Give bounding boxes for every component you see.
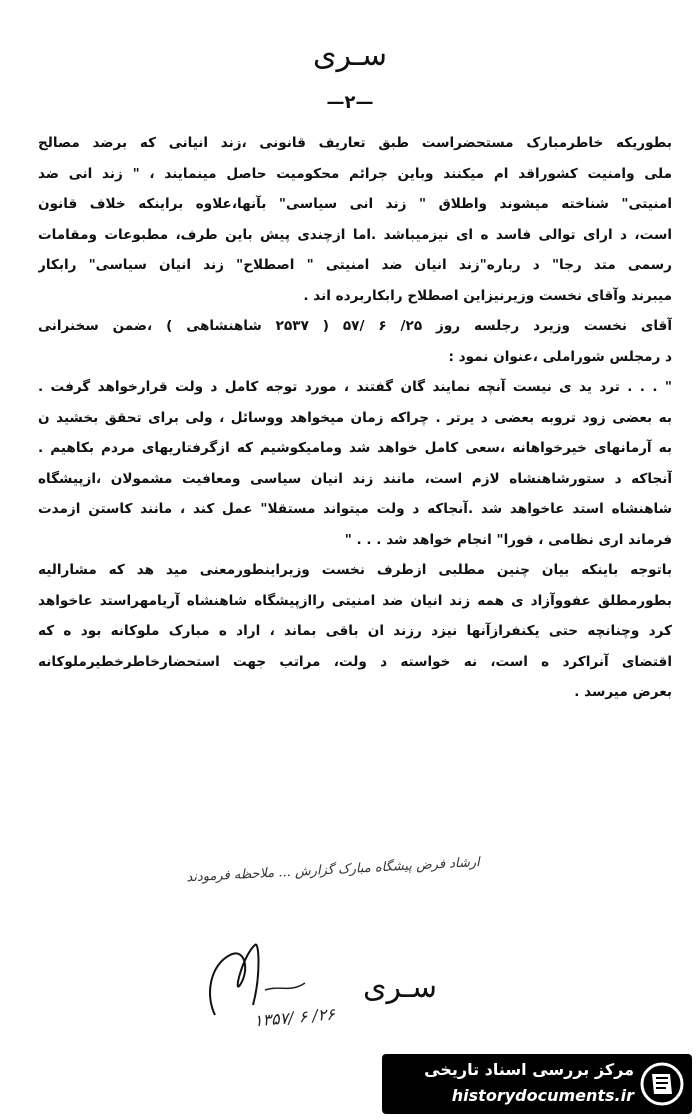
- classification-header: سـری: [313, 38, 387, 73]
- paragraph2-line: د رمجلس شوراملی ،عنوان نمود :: [448, 348, 672, 365]
- paragraph3-line: کرد وچنانچه حتی یکنفرازآنها نیزد رزند ان باقی بماند ، اراد ه مبارک ملوکانه بود ه که: [38, 623, 672, 639]
- quote-line: آنجاکه د ستورشاهنشاه لازم است، مانند زند انیان سیاسی ومعافیت مشمولان ،ازپیشگاه: [38, 470, 672, 487]
- classification-footer: سـری: [363, 970, 437, 1005]
- quote-line: شاهنشاه استد عاخواهد شد .آنجاکه د ولت میتواند مستقلا" عمل کند ، مانند کاستن ازمدت: [38, 501, 672, 517]
- signature-date: ۲۶/ ۶ /۱۳۵۷: [253, 1004, 336, 1031]
- quote-line: به آرمانهای خیرخواهانه ،سعی کامل خواهد شد ومامیکوشیم که ازگرفتاریهای مردم بکاهیم .: [38, 440, 672, 456]
- watermark-banner: [382, 1054, 692, 1114]
- watermark-url: historydocuments.ir: [451, 1086, 634, 1105]
- archive-logo-icon: [640, 1062, 684, 1106]
- body-line: میبرند وآقای نخست وزیرنیزاین اصطلاح رابکاربرده اند .: [303, 287, 672, 304]
- body-line: رسمی متد رجا" د رباره"زند انیان ضد امنیتی " اصطلاح" زند انیان سیاسی" رابکار: [38, 257, 672, 273]
- body-line: بطوریکه خاطرمبارک مستحضراست طبق تعاریف قانونی ،زند انیانی که برضد مصالح: [38, 135, 672, 151]
- body-line: ملی وامنیت کشوراقد ام میکنند وباین جرائم محکومیت حاصل مینمایند ، " زند انی ضد: [38, 165, 672, 182]
- paragraph3-line: بعرض میرسد .: [574, 684, 672, 700]
- watermark-title: مرکز بررسی اسناد تاریخی: [424, 1060, 634, 1079]
- paragraph2-line: آقای نخست وزیرد رجلسه روز ۲۵/ ۶ /۵۷ ( ۲۵۳۷ شاهنشاهی ) ،ضمن سخنرانی: [38, 318, 672, 334]
- body-line: است، د ارای توالی فاسد ه ای نیزمیباشد .اما ازچندی پیش باین طرف، مطبوعات ومقامات: [38, 226, 672, 243]
- quote-line: " . . . ترد ید ی نیست آنچه نمایند گان گفتند ، مورد توجه کامل د ولت قرارخواهد گرفت .: [38, 379, 672, 395]
- page-number: —۲—: [326, 92, 374, 113]
- quote-line: فرماند اری نظامی ، فورا" انجام خواهد شد . . . ": [344, 531, 672, 548]
- document-body: [38, 128, 672, 708]
- paragraph3-line: باتوجه باینکه بیان چنین مطلبی ازطرف نخست وزیراینطورمعنی مید هد که مشارالیه: [38, 562, 672, 578]
- handwritten-note: ارشاد فرض پیشگاه مبارک گزارش ... ملاحظه فرمودند: [186, 855, 481, 886]
- paragraph3-line: بطورمطلق عفووآزاد ی همه زند انیان ضد امنیتی راازپیشگاه شاهنشاه آریامهراستد عاخواهد: [38, 592, 672, 609]
- quote-line: به بعضی زود تروبه بعضی د یرتر . چراکه زمان میخواهد ووسائل ، ولی برای تحقق بخشید ن: [38, 409, 672, 426]
- paragraph3-line: اقتضای آنراکرد ه است، نه خواسته د ولت، مراتب جهت استحضارخاطرخطیرملوکانه: [38, 653, 672, 670]
- body-line: امنیتی" شناخته میشوند واطلاق " زند انی سیاسی" بآنها،علاوه براینکه خلاف قانون: [38, 196, 672, 212]
